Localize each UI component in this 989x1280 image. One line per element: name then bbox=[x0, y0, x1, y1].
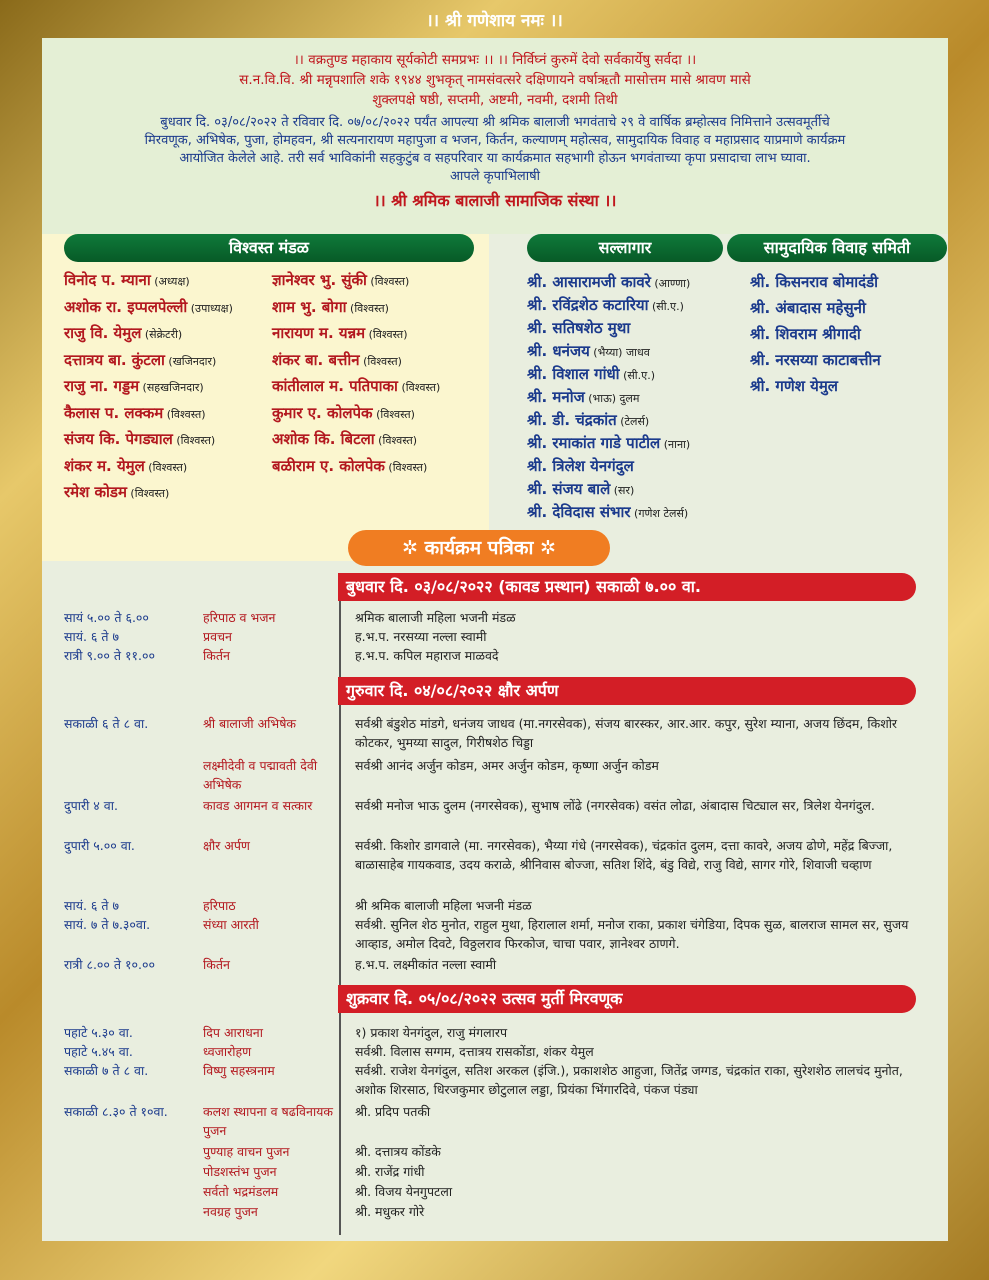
trustee-item bbox=[64, 429, 215, 449]
person-name: शाम भु. बोगा bbox=[272, 297, 347, 316]
schedule-performers: श्री. मधुकर गोरे bbox=[355, 1204, 425, 1219]
person-role: (आण्णा) bbox=[650, 277, 691, 290]
advisor-item bbox=[527, 272, 690, 292]
person-name: श्री. आसारामजी कावरे bbox=[527, 273, 651, 291]
schedule-event: प्रवचन bbox=[203, 629, 232, 644]
schedule-time: दुपारी ५.०० वा. bbox=[64, 838, 135, 853]
advisors-title: सल्लागार bbox=[527, 234, 723, 262]
trustee-item bbox=[272, 270, 409, 290]
trustee-item bbox=[272, 429, 417, 449]
schedule-time: सकाळी ७ ते ८ वा. bbox=[64, 1063, 149, 1078]
schedule-performers: सर्वश्री. राजेश येनगंदुल, सतिश अरकल (इंजि.), प्रकाशशेठ आहुजा, जितेंद्र जग्गड, चंद्रकांत राका, सुरेशशेठ लालचंद मुनोत, अशोक शिरसाठ, धिरजकुमार छोटुलाल लड्डा, प्रियंका भिंगारदिवे, पंकज पंड्या bbox=[355, 1063, 903, 1097]
person-name: श्री. विशाल गांधी bbox=[527, 365, 620, 383]
person-role: (सेक्रेटरी) bbox=[141, 328, 183, 341]
person-role: (भाऊ) दुलम bbox=[584, 392, 640, 405]
schedule-time: रात्री ९.०० ते ११.०० bbox=[64, 648, 155, 663]
person-name: ज्ञानेश्वर भु. सुंकी bbox=[272, 271, 367, 289]
person-name: शंकर बा. बत्तीन bbox=[272, 350, 360, 369]
schedule-time: सायं. ६ ते ७ bbox=[64, 629, 119, 644]
schedule-performers: सर्वश्री. विलास सग्गम, दत्तात्रय रासकोंडा, शंकर येमुल bbox=[355, 1044, 594, 1059]
schedule-event: ध्वजारोहण bbox=[203, 1044, 252, 1059]
schedule-event: किर्तन bbox=[203, 648, 230, 663]
trustee-item bbox=[64, 482, 169, 502]
schedule-performers: सर्वश्री बंडुशेठ मांडगे, धनंजय जाधव (मा.नगरसेवक), संजय बारस्कर, आर.आर. कपुर, सुरेश म्याना, अजय छिंदम, किशोर कोटकर, भुमय्या सादुल, गिरीषशेठ चिड्डा bbox=[355, 716, 898, 750]
schedule-performers: सर्वश्री आनंद अर्जुन कोडम, अमर अर्जुन कोडम, कृष्णा अर्जुन कोडम bbox=[355, 758, 659, 773]
panchang-line-2: शुक्लपक्षे षष्ठी, सप्तमी, अष्टमी, नवमी, दशमी तिथी bbox=[372, 92, 618, 108]
schedule-performers: श्रमिक बालाजी महिला भजनी मंडळ bbox=[355, 610, 516, 625]
person-role: (विश्वस्त) bbox=[163, 407, 206, 421]
schedule-performers: श्री श्रमिक बालाजी महिला भजनी मंडळ bbox=[355, 898, 532, 913]
schedule-performers: ह.भ.प. नरसय्या नल्ला स्वामी bbox=[355, 629, 487, 644]
person-name: कैलास प. लक्कम bbox=[64, 403, 164, 422]
person-name: राजु ना. गड्डम bbox=[64, 377, 140, 395]
advisor-item bbox=[527, 502, 688, 522]
person-name: श्री. त्रिलेश येनगंदुल bbox=[527, 457, 634, 475]
schedule-time: सायं. ७ ते ७.३०वा. bbox=[64, 917, 151, 932]
committee-item bbox=[750, 272, 878, 292]
person-name: रमेश कोडम bbox=[64, 483, 127, 501]
person-name: श्री. नरसय्या काटाबत्तीन bbox=[750, 351, 881, 369]
person-role: (नाना) bbox=[660, 438, 691, 451]
trustee-item bbox=[64, 456, 187, 476]
schedule-event: श्री बालाजी अभिषेक bbox=[203, 716, 297, 731]
person-role: (विश्वस्त) bbox=[366, 275, 410, 288]
trustee-item bbox=[64, 376, 204, 396]
person-role: (सहखजिनदार) bbox=[139, 381, 204, 394]
schedule-time: सायं. ६ ते ७ bbox=[64, 898, 119, 913]
schedule-performers: श्री. राजेंद्र गांधी bbox=[355, 1164, 425, 1179]
schedule-performers: श्री. दत्तात्रय कोंडके bbox=[355, 1144, 441, 1159]
person-name: श्री. रमाकांत गाडे पाटील bbox=[527, 434, 661, 452]
person-name: विनोद प. म्याना bbox=[64, 271, 151, 289]
schedule-performers: सर्वश्री मनोज भाऊ दुलम (नगरसेवक), सुभाष लोंढे (नगरसेवक) वसंत लोढा, अंबादास चिट्याल सर, त्रिलेश येनगंदुल. bbox=[355, 798, 875, 813]
intro-line-1: बुधवार दि. ०३/०८/२०२२ ते रविवार दि. ०७/०८/२०२२ पर्यंत आपल्या श्री श्रमिक बालाजी भगवंताचे २९ वे वार्षिक ब्रम्होत्सव निमित्ताने उत्सवमूर्तीचे bbox=[160, 115, 830, 130]
shloka: ।। वक्रतुण्ड महाकाय सूर्यकोटी समप्रभः ।। ।। निर्विघ्नं कुरुमें देवो सर्वकार्येषु सर्वदा ।। bbox=[293, 52, 697, 68]
advisor-item bbox=[527, 387, 639, 407]
trustee-item bbox=[64, 403, 206, 423]
schedule-event: लक्ष्मीदेवी व पद्मावती देवी अभिषेक bbox=[203, 758, 318, 792]
trustee-item bbox=[64, 297, 233, 317]
schedule-time: सायं ५.०० ते ६.०० bbox=[64, 610, 149, 625]
schedule-event: संध्या आरती bbox=[203, 917, 259, 932]
committee-item bbox=[750, 350, 881, 370]
program-title: ✲ कार्यक्रम पत्रिका ✲ bbox=[348, 530, 610, 566]
advisor-item bbox=[527, 364, 655, 384]
intro-line-3: आयोजित केलेले आहे. तरी सर्व भाविकांनी सहकुटुंब व सहपरिवार या कार्यक्रमात सहभागी होऊन भगवंताच्या कृपा प्रसादाचा लाभ घ्यावा. bbox=[179, 151, 811, 166]
panchang-line-1: स.न.वि.वि. श्री मन्नृपशालि शके १९४४ शुभकृत् नामसंवत्सरे दक्षिणायने वर्षाऋतौ मासोत्तम मासे श्रावण मासे bbox=[239, 72, 751, 88]
person-name: श्री. अंबादास महेसुनी bbox=[750, 299, 866, 317]
schedule-time: पहाटे ५.३० वा. bbox=[64, 1025, 133, 1040]
person-role: (उपाध्यक्ष) bbox=[187, 301, 233, 315]
person-name: दत्तात्रय बा. कुंटला bbox=[64, 350, 165, 369]
schedule-event: कावड आगमन व सत्कार bbox=[203, 798, 313, 813]
schedule-event: हरिपाठ bbox=[203, 898, 236, 913]
advisor-item bbox=[527, 456, 634, 476]
day-header: शुक्रवार दि. ०५/०८/२०२२ उत्सव मुर्ती मिरवणूक bbox=[338, 985, 916, 1013]
trustees-title: विश्वस्त मंडळ bbox=[64, 234, 474, 262]
advisor-item bbox=[527, 479, 634, 499]
person-role: (भैय्या) जाधव bbox=[589, 346, 650, 359]
person-name: नारायण म. यन्नम bbox=[272, 324, 366, 342]
person-name: श्री. देविदास संभार bbox=[527, 503, 631, 521]
schedule-event: पुण्याह वाचन पुजन bbox=[203, 1144, 290, 1159]
committee-item bbox=[750, 376, 838, 396]
person-role: (खजिनदार) bbox=[164, 354, 217, 368]
person-name: श्री. शिवराम श्रीगादी bbox=[750, 325, 861, 343]
person-role: (विश्वस्त) bbox=[144, 460, 188, 474]
advisor-item bbox=[527, 295, 684, 315]
person-role: (सर) bbox=[610, 484, 635, 497]
person-name: संजय कि. पेगड्याल bbox=[64, 430, 173, 448]
schedule-time: दुपारी ४ वा. bbox=[64, 798, 118, 813]
person-role: (विश्वस्त) bbox=[365, 328, 408, 341]
committee-item bbox=[750, 324, 861, 344]
trustee-item bbox=[272, 456, 427, 476]
invocation-header: ।। श्री गणेशाय नमः ।। bbox=[426, 11, 563, 31]
person-name: कांतीलाल म. पतिपाका bbox=[272, 377, 398, 395]
person-name: श्री. धनंजय bbox=[527, 342, 590, 360]
person-name: श्री. डी. चंद्रकांत bbox=[527, 411, 617, 429]
person-name: श्री. सतिषशेठ मुथा bbox=[527, 319, 631, 337]
trustee-item bbox=[272, 350, 402, 370]
advisor-item bbox=[527, 433, 690, 453]
trustee-item bbox=[272, 297, 389, 317]
schedule-event: सर्वतो भद्रमंडलम bbox=[203, 1184, 279, 1199]
person-name: श्री. संजय बाले bbox=[527, 480, 611, 498]
person-role: (विश्वस्त) bbox=[397, 381, 441, 394]
person-name: बळीराम ए. कोलपेक bbox=[272, 456, 385, 475]
schedule-event: किर्तन bbox=[203, 957, 230, 972]
advisor-item bbox=[527, 410, 649, 430]
schedule-time: पहाटे ५.४५ वा. bbox=[64, 1044, 133, 1059]
committee-item bbox=[750, 298, 866, 318]
schedule-performers: १) प्रकाश येनगंदुल, राजु मंगलारप bbox=[355, 1025, 508, 1040]
person-name: अशोक रा. इप्पलपेल्ली bbox=[64, 297, 188, 316]
schedule-time: रात्री ८.०० ते १०.०० bbox=[64, 957, 155, 972]
schedule-event: हरिपाठ व भजन bbox=[203, 610, 276, 625]
schedule-performers: श्री. प्रदिप पतकी bbox=[355, 1104, 431, 1119]
trustee-item bbox=[64, 323, 182, 343]
trustee-item bbox=[272, 376, 440, 396]
day-header: बुधवार दि. ०३/०८/२०२२ (कावड प्रस्थान) सकाळी ७.०० वा. bbox=[338, 573, 916, 601]
schedule-event: नवग्रह पुजन bbox=[203, 1204, 258, 1219]
person-role: (अध्यक्ष) bbox=[150, 275, 190, 288]
advisor-item bbox=[527, 318, 630, 338]
schedule-time: सकाळी ८.३० ते १०वा. bbox=[64, 1104, 168, 1119]
person-role: (विश्वस्त) bbox=[172, 434, 216, 447]
trustee-item bbox=[64, 350, 216, 370]
trustee-item bbox=[272, 403, 415, 423]
schedule-performers: ह.भ.प. कपिल महाराज माळवदे bbox=[355, 648, 499, 663]
person-name: श्री. रविंद्रशेठ कटारिया bbox=[527, 296, 649, 314]
schedule-event: दिप आराधना bbox=[203, 1025, 263, 1040]
person-role: (टेलर्स) bbox=[616, 415, 650, 428]
trustee-item bbox=[64, 270, 190, 290]
person-role: (विश्वस्त) bbox=[372, 407, 415, 421]
person-name: कुमार ए. कोलपेक bbox=[272, 403, 373, 422]
intro-line-4: आपले कृपाभिलाषी bbox=[450, 169, 540, 184]
person-name: श्री. गणेश येमुल bbox=[750, 377, 838, 395]
intro-line-2: मिरवणूक, अभिषेक, पुजा, होमहवन, श्री सत्यनारायण महापुजा व भजन, किर्तन, कल्याणम् महोत्सव, सामुदायिक विवाह व महाप्रसाद याप्रमाणे कार्यक्रम bbox=[144, 133, 846, 148]
trustee-item bbox=[272, 323, 408, 343]
schedule-event: पोडशस्तंभ पुजन bbox=[203, 1164, 277, 1179]
intro-panel bbox=[42, 38, 948, 234]
person-role: (विश्वस्त) bbox=[346, 301, 389, 315]
schedule-performers: ह.भ.प. लक्ष्मीकांत नल्ला स्वामी bbox=[355, 957, 497, 972]
schedule-time: सकाळी ६ ते ८ वा. bbox=[64, 716, 149, 731]
person-name: राजु वि. येमुल bbox=[64, 324, 142, 342]
schedule-event: क्षौर अर्पण bbox=[203, 838, 250, 853]
person-name: श्री. मनोज bbox=[527, 388, 585, 406]
person-role: (सी.ए.) bbox=[648, 300, 684, 313]
schedule-performers: श्री. विजय येनगुपटला bbox=[355, 1184, 453, 1199]
person-role: (विश्वस्त) bbox=[359, 354, 402, 368]
person-role: (गणेश टेलर्स) bbox=[630, 507, 689, 520]
schedule-event: कलश स्थापना व षढविनायक पुजन bbox=[203, 1104, 334, 1138]
person-role: (विश्वस्त) bbox=[126, 487, 170, 500]
committee-title: सामुदायिक विवाह समिती bbox=[727, 234, 947, 262]
schedule-event: विष्णु सहस्त्रनाम bbox=[203, 1063, 275, 1078]
person-role: (विश्वस्त) bbox=[374, 434, 418, 447]
person-role: (विश्वस्त) bbox=[384, 460, 428, 474]
schedule-performers: सर्वश्री. किशोर डागवाले (मा. नगरसेवक), भैय्या गंधे (नगरसेवक), चंद्रकांत दुलम, दत्ता कावरे, अजय ढोणे, महेंद्र बिज्जा, बाळासाहेब गायकवाड, उदय कराळे, श्रीनिवास बोज्जा, सतिश शिंदे, बंडु विद्ये, राजु विद्ये, सागर गोरे, शिवाजी चव्हाण bbox=[355, 838, 893, 872]
person-name: अशोक कि. बिटला bbox=[272, 430, 375, 448]
person-role: (सी.ए.) bbox=[619, 369, 656, 382]
person-name: शंकर म. येमुल bbox=[64, 456, 145, 475]
schedule-performers: सर्वश्री. सुनिल शेठ मुनोत, राहुल मुथा, हिरालाल शर्मा, मनोज राका, प्रकाश चंगेडिया, दिपक सुळ, बालराज सामल सर, सुजय आव्हाड, अमोल दिवटे, विठ्ठलराव फिरकोज, चाचा पवार, ज्ञानेश्वर ठाणगे. bbox=[355, 917, 909, 951]
person-name: श्री. किसनराव बोमादंडी bbox=[750, 273, 879, 291]
advisor-item bbox=[527, 341, 650, 361]
organization-name: ।। श्री श्रमिक बालाजी सामाजिक संस्था ।। bbox=[373, 191, 617, 210]
day-header: गुरुवार दि. ०४/०८/२०२२ क्षौर अर्पण bbox=[338, 677, 916, 705]
